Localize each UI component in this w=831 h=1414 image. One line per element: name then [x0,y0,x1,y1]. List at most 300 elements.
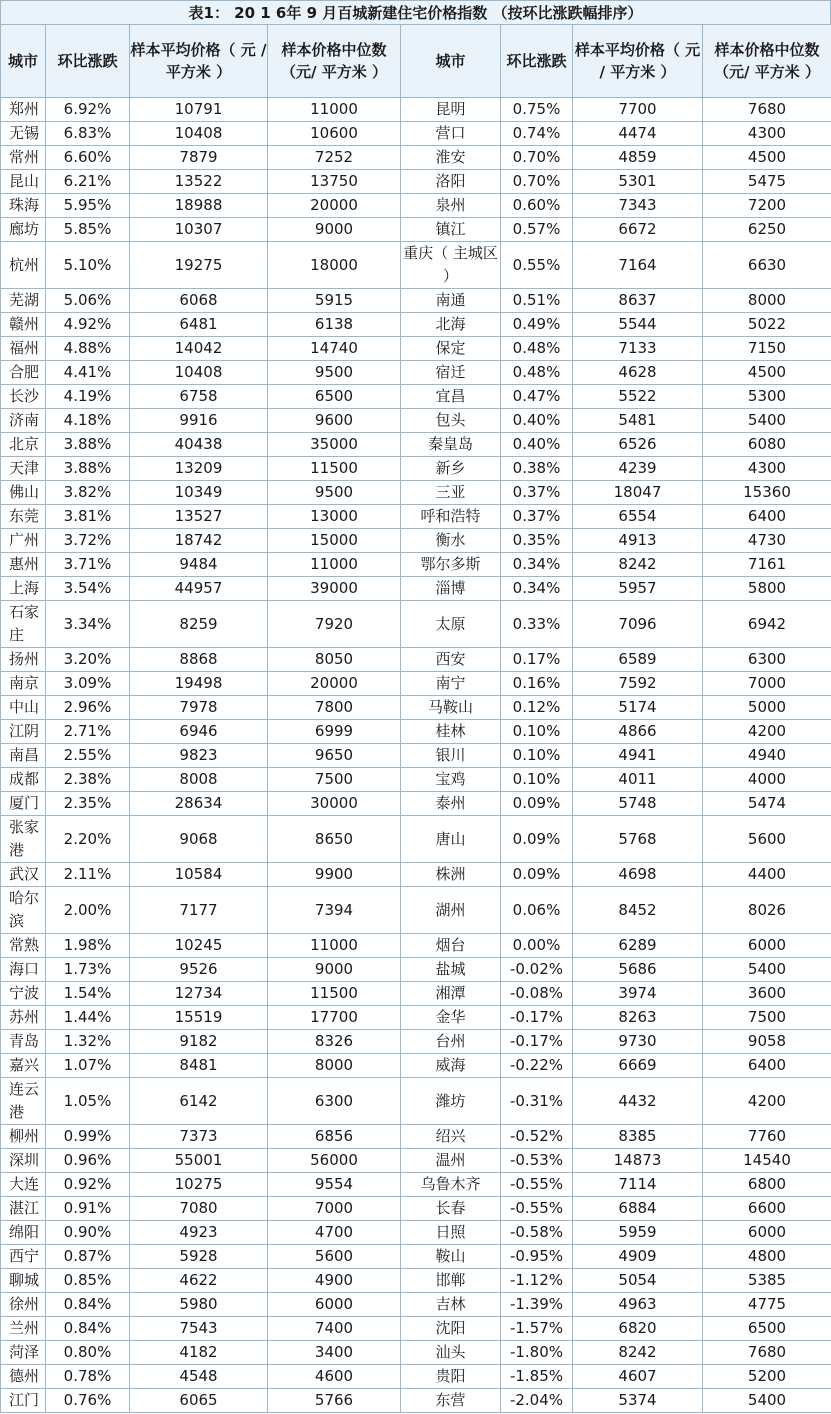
cell-median-price-left: 11500 [268,457,401,481]
cell-median-price-right: 7680 [703,98,831,122]
cell-mom-change-left: 0.99% [46,1125,130,1149]
cell-mom-change-left: 5.85% [46,218,130,242]
cell-city-right: 威海 [401,1054,501,1078]
cell-median-price-left: 35000 [268,433,401,457]
cell-city-left: 无锡 [1,122,46,146]
cell-city-right: 金华 [401,1006,501,1030]
cell-median-price-left: 6500 [268,385,401,409]
cell-avg-price-left: 4622 [130,1269,268,1293]
cell-mom-change-left: 3.88% [46,457,130,481]
cell-city-left: 江阴 [1,720,46,744]
cell-median-price-left: 6856 [268,1125,401,1149]
cell-median-price-right: 3600 [703,982,831,1006]
cell-median-price-right: 6400 [703,505,831,529]
cell-city-left: 厦门 [1,792,46,816]
cell-mom-change-left: 3.20% [46,648,130,672]
cell-median-price-right: 4000 [703,768,831,792]
cell-median-price-left: 13000 [268,505,401,529]
cell-median-price-right: 4300 [703,457,831,481]
cell-median-price-right: 5022 [703,313,831,337]
header-avg-price-left: 样本平均价格（ 元 / 平方米 ） [130,25,268,98]
cell-avg-price-left: 10245 [130,934,268,958]
cell-city-left: 青岛 [1,1030,46,1054]
cell-median-price-left: 5915 [268,289,401,313]
cell-median-price-left: 10600 [268,122,401,146]
cell-mom-change-right: -0.52% [501,1125,573,1149]
cell-mom-change-right: 0.40% [501,409,573,433]
cell-avg-price-left: 6068 [130,289,268,313]
cell-mom-change-right: -1.80% [501,1341,573,1365]
cell-city-right: 乌鲁木齐 [401,1173,501,1197]
cell-avg-price-left: 7080 [130,1197,268,1221]
cell-city-left: 深圳 [1,1149,46,1173]
cell-median-price-right: 4500 [703,146,831,170]
cell-city-left: 南京 [1,672,46,696]
cell-avg-price-right: 4474 [573,122,703,146]
cell-city-left: 合肥 [1,361,46,385]
cell-mom-change-right: 0.33% [501,601,573,648]
cell-city-left: 扬州 [1,648,46,672]
table-row [1,1125,831,1149]
cell-avg-price-right: 4963 [573,1293,703,1317]
cell-city-right: 潍坊 [401,1078,501,1125]
cell-city-left: 上海 [1,577,46,601]
cell-city-right: 马鞍山 [401,696,501,720]
cell-median-price-left: 6999 [268,720,401,744]
cell-mom-change-right: -0.17% [501,1030,573,1054]
cell-city-left: 湛江 [1,1197,46,1221]
cell-median-price-left: 5600 [268,1245,401,1269]
cell-mom-change-right: 0.06% [501,887,573,934]
cell-mom-change-right: 0.47% [501,385,573,409]
cell-city-right: 宜昌 [401,385,501,409]
cell-city-right: 湖州 [401,887,501,934]
cell-city-left: 佛山 [1,481,46,505]
cell-mom-change-left: 0.85% [46,1269,130,1293]
cell-mom-change-left: 3.71% [46,553,130,577]
cell-city-right: 泉州 [401,194,501,218]
cell-median-price-right: 6942 [703,601,831,648]
table-row [1,194,831,218]
cell-median-price-right: 8000 [703,289,831,313]
cell-city-left: 广州 [1,529,46,553]
cell-avg-price-right: 7114 [573,1173,703,1197]
cell-avg-price-right: 8385 [573,1125,703,1149]
table-row [1,433,831,457]
cell-city-right: 淮安 [401,146,501,170]
cell-median-price-right: 5475 [703,170,831,194]
cell-mom-change-left: 0.84% [46,1293,130,1317]
cell-city-right: 桂林 [401,720,501,744]
table-title: 表1： 20 1 6年 9 月百城新建住宅价格指数 （按环比涨跌幅排序） [0,0,831,24]
cell-avg-price-left: 55001 [130,1149,268,1173]
cell-city-left: 苏州 [1,1006,46,1030]
cell-city-right: 呼和浩特 [401,505,501,529]
cell-mom-change-left: 3.34% [46,601,130,648]
cell-median-price-left: 7000 [268,1197,401,1221]
cell-city-right: 长春 [401,1197,501,1221]
cell-median-price-left: 15000 [268,529,401,553]
cell-avg-price-right: 5959 [573,1221,703,1245]
cell-avg-price-left: 8259 [130,601,268,648]
cell-mom-change-left: 1.54% [46,982,130,1006]
cell-mom-change-left: 6.83% [46,122,130,146]
cell-avg-price-left: 7978 [130,696,268,720]
table-row [1,481,831,505]
cell-avg-price-left: 9526 [130,958,268,982]
cell-avg-price-left: 18988 [130,194,268,218]
cell-mom-change-left: 0.84% [46,1317,130,1341]
cell-mom-change-left: 6.60% [46,146,130,170]
cell-avg-price-right: 4698 [573,863,703,887]
cell-avg-price-left: 9182 [130,1030,268,1054]
cell-avg-price-right: 6589 [573,648,703,672]
cell-median-price-left: 17700 [268,1006,401,1030]
cell-city-left: 济南 [1,409,46,433]
cell-city-right: 保定 [401,337,501,361]
cell-mom-change-left: 2.35% [46,792,130,816]
cell-city-right: 镇江 [401,218,501,242]
cell-median-price-left: 14740 [268,337,401,361]
cell-city-left: 绵阳 [1,1221,46,1245]
cell-avg-price-right: 8242 [573,553,703,577]
cell-city-right: 盐城 [401,958,501,982]
cell-city-left: 宁波 [1,982,46,1006]
cell-avg-price-right: 5957 [573,577,703,601]
cell-city-left: 兰州 [1,1317,46,1341]
cell-city-right: 沈阳 [401,1317,501,1341]
cell-city-right: 营口 [401,122,501,146]
cell-median-price-right: 7500 [703,1006,831,1030]
cell-city-right: 重庆（ 主城区 ） [401,242,501,289]
cell-avg-price-right: 4941 [573,744,703,768]
cell-mom-change-left: 1.73% [46,958,130,982]
table-row [1,982,831,1006]
cell-city-left: 聊城 [1,1269,46,1293]
cell-city-left: 菏泽 [1,1341,46,1365]
cell-city-right: 邯郸 [401,1269,501,1293]
cell-avg-price-right: 6669 [573,1054,703,1078]
table-row [1,1269,831,1293]
header-mom-change-right: 环比涨跌 [501,25,573,98]
cell-avg-price-left: 9916 [130,409,268,433]
cell-city-right: 鞍山 [401,1245,501,1269]
cell-city-left: 芜湖 [1,289,46,313]
cell-median-price-right: 5600 [703,816,831,863]
cell-avg-price-left: 4548 [130,1365,268,1389]
cell-mom-change-left: 6.92% [46,98,130,122]
cell-city-left: 柳州 [1,1125,46,1149]
cell-avg-price-left: 6758 [130,385,268,409]
cell-mom-change-left: 0.92% [46,1173,130,1197]
cell-city-right: 台州 [401,1030,501,1054]
cell-mom-change-right: 0.10% [501,768,573,792]
cell-median-price-left: 18000 [268,242,401,289]
cell-mom-change-right: -0.08% [501,982,573,1006]
cell-mom-change-left: 2.96% [46,696,130,720]
cell-avg-price-right: 8263 [573,1006,703,1030]
cell-median-price-left: 7500 [268,768,401,792]
cell-mom-change-right: 0.70% [501,170,573,194]
cell-median-price-left: 6300 [268,1078,401,1125]
cell-median-price-right: 7150 [703,337,831,361]
cell-avg-price-left: 9484 [130,553,268,577]
cell-mom-change-left: 1.32% [46,1030,130,1054]
cell-mom-change-right: -1.85% [501,1365,573,1389]
cell-city-right: 泰州 [401,792,501,816]
cell-mom-change-left: 1.05% [46,1078,130,1125]
cell-median-price-right: 7760 [703,1125,831,1149]
cell-mom-change-left: 0.76% [46,1389,130,1413]
table-row [1,768,831,792]
cell-avg-price-left: 10408 [130,122,268,146]
cell-mom-change-left: 3.88% [46,433,130,457]
price-index-table [0,24,831,1413]
cell-median-price-left: 6000 [268,1293,401,1317]
cell-mom-change-right: 0.34% [501,577,573,601]
cell-avg-price-left: 40438 [130,433,268,457]
cell-mom-change-left: 4.18% [46,409,130,433]
cell-mom-change-right: -0.17% [501,1006,573,1030]
cell-mom-change-right: 0.09% [501,863,573,887]
cell-mom-change-left: 3.54% [46,577,130,601]
cell-median-price-left: 7394 [268,887,401,934]
cell-median-price-left: 5766 [268,1389,401,1413]
cell-mom-change-right: 0.55% [501,242,573,289]
cell-mom-change-left: 3.82% [46,481,130,505]
table-row [1,385,831,409]
cell-city-right: 宿迁 [401,361,501,385]
table-row [1,1341,831,1365]
cell-mom-change-right: -0.22% [501,1054,573,1078]
cell-avg-price-right: 7096 [573,601,703,648]
cell-avg-price-left: 9823 [130,744,268,768]
cell-avg-price-left: 8868 [130,648,268,672]
cell-mom-change-left: 6.21% [46,170,130,194]
cell-avg-price-right: 5522 [573,385,703,409]
cell-mom-change-left: 0.91% [46,1197,130,1221]
cell-avg-price-left: 5928 [130,1245,268,1269]
cell-avg-price-right: 4909 [573,1245,703,1269]
cell-median-price-right: 4300 [703,122,831,146]
cell-median-price-right: 4400 [703,863,831,887]
cell-city-left: 武汉 [1,863,46,887]
cell-median-price-left: 3400 [268,1341,401,1365]
cell-median-price-left: 4900 [268,1269,401,1293]
cell-avg-price-left: 12734 [130,982,268,1006]
cell-avg-price-left: 18742 [130,529,268,553]
cell-mom-change-right: -1.39% [501,1293,573,1317]
cell-avg-price-right: 7592 [573,672,703,696]
cell-mom-change-right: 0.48% [501,337,573,361]
cell-avg-price-right: 4628 [573,361,703,385]
cell-avg-price-right: 4866 [573,720,703,744]
cell-median-price-right: 4800 [703,1245,831,1269]
cell-avg-price-right: 5686 [573,958,703,982]
cell-median-price-right: 5800 [703,577,831,601]
cell-city-left: 赣州 [1,313,46,337]
cell-median-price-right: 6800 [703,1173,831,1197]
cell-avg-price-right: 4011 [573,768,703,792]
table-row [1,98,831,122]
cell-median-price-right: 6600 [703,1197,831,1221]
cell-median-price-right: 6400 [703,1054,831,1078]
cell-mom-change-left: 2.11% [46,863,130,887]
cell-avg-price-right: 5768 [573,816,703,863]
cell-city-right: 昆明 [401,98,501,122]
cell-avg-price-left: 6946 [130,720,268,744]
cell-avg-price-right: 6526 [573,433,703,457]
cell-avg-price-right: 5054 [573,1269,703,1293]
table-row [1,337,831,361]
cell-avg-price-left: 7177 [130,887,268,934]
cell-mom-change-left: 4.41% [46,361,130,385]
table-row [1,242,831,289]
cell-city-left: 福州 [1,337,46,361]
cell-city-right: 三亚 [401,481,501,505]
cell-median-price-left: 8650 [268,816,401,863]
cell-median-price-left: 9554 [268,1173,401,1197]
cell-city-left: 东莞 [1,505,46,529]
cell-city-right: 洛阳 [401,170,501,194]
table-row [1,672,831,696]
cell-city-right: 宝鸡 [401,768,501,792]
table-row [1,1173,831,1197]
cell-mom-change-left: 0.90% [46,1221,130,1245]
cell-avg-price-left: 10584 [130,863,268,887]
cell-city-left: 海口 [1,958,46,982]
cell-city-right: 衡水 [401,529,501,553]
table-row [1,313,831,337]
cell-median-price-left: 30000 [268,792,401,816]
cell-mom-change-right: -1.12% [501,1269,573,1293]
table-row [1,505,831,529]
cell-city-right: 汕头 [401,1341,501,1365]
cell-avg-price-right: 6554 [573,505,703,529]
cell-median-price-left: 4600 [268,1365,401,1389]
cell-city-left: 常熟 [1,934,46,958]
cell-avg-price-right: 6289 [573,934,703,958]
cell-mom-change-left: 2.20% [46,816,130,863]
cell-median-price-left: 13750 [268,170,401,194]
cell-median-price-right: 6300 [703,648,831,672]
cell-mom-change-right: 0.17% [501,648,573,672]
table-row [1,696,831,720]
cell-median-price-right: 5000 [703,696,831,720]
cell-city-left: 嘉兴 [1,1054,46,1078]
cell-mom-change-left: 3.09% [46,672,130,696]
cell-city-right: 烟台 [401,934,501,958]
cell-city-left: 珠海 [1,194,46,218]
cell-median-price-left: 4700 [268,1221,401,1245]
cell-mom-change-left: 2.00% [46,887,130,934]
cell-mom-change-left: 4.92% [46,313,130,337]
cell-city-left: 廊坊 [1,218,46,242]
table-row [1,457,831,481]
cell-avg-price-left: 13527 [130,505,268,529]
cell-avg-price-left: 13522 [130,170,268,194]
cell-avg-price-left: 13209 [130,457,268,481]
cell-mom-change-right: 0.10% [501,720,573,744]
cell-median-price-left: 11000 [268,553,401,577]
cell-avg-price-right: 6820 [573,1317,703,1341]
cell-avg-price-right: 4859 [573,146,703,170]
header-median-price-right: 样本价格中位数（元/ 平方米 ） [703,25,831,98]
cell-city-right: 秦皇岛 [401,433,501,457]
cell-city-right: 南宁 [401,672,501,696]
cell-avg-price-left: 10275 [130,1173,268,1197]
cell-avg-price-left: 4923 [130,1221,268,1245]
cell-avg-price-right: 8637 [573,289,703,313]
cell-city-right: 新乡 [401,457,501,481]
cell-avg-price-left: 9068 [130,816,268,863]
cell-mom-change-right: 0.57% [501,218,573,242]
cell-median-price-left: 7920 [268,601,401,648]
cell-median-price-right: 4940 [703,744,831,768]
cell-avg-price-left: 5980 [130,1293,268,1317]
cell-median-price-left: 56000 [268,1149,401,1173]
cell-median-price-right: 4200 [703,1078,831,1125]
cell-avg-price-right: 5748 [573,792,703,816]
cell-mom-change-right: 0.12% [501,696,573,720]
cell-avg-price-right: 8452 [573,887,703,934]
cell-city-right: 北海 [401,313,501,337]
cell-median-price-left: 9500 [268,361,401,385]
cell-median-price-right: 4200 [703,720,831,744]
header-city-left: 城市 [1,25,46,98]
cell-median-price-right: 7200 [703,194,831,218]
cell-avg-price-left: 7543 [130,1317,268,1341]
table-row [1,720,831,744]
cell-avg-price-left: 19275 [130,242,268,289]
cell-median-price-left: 20000 [268,672,401,696]
cell-city-right: 温州 [401,1149,501,1173]
table-row [1,1317,831,1341]
cell-mom-change-right: 0.37% [501,481,573,505]
cell-median-price-left: 7252 [268,146,401,170]
cell-avg-price-right: 7164 [573,242,703,289]
cell-city-left: 哈尔滨 [1,887,46,934]
cell-mom-change-left: 2.38% [46,768,130,792]
table-row [1,146,831,170]
cell-avg-price-right: 5374 [573,1389,703,1413]
cell-city-left: 江门 [1,1389,46,1413]
cell-median-price-right: 5400 [703,409,831,433]
table-row [1,122,831,146]
table-row [1,863,831,887]
cell-avg-price-left: 8008 [130,768,268,792]
cell-median-price-left: 8326 [268,1030,401,1054]
cell-mom-change-left: 5.95% [46,194,130,218]
cell-city-left: 天津 [1,457,46,481]
cell-city-left: 西宁 [1,1245,46,1269]
cell-median-price-left: 9650 [268,744,401,768]
cell-city-right: 株洲 [401,863,501,887]
cell-avg-price-right: 4432 [573,1078,703,1125]
cell-mom-change-left: 4.19% [46,385,130,409]
cell-city-left: 北京 [1,433,46,457]
cell-mom-change-right: 0.40% [501,433,573,457]
cell-city-right: 唐山 [401,816,501,863]
cell-avg-price-right: 7700 [573,98,703,122]
cell-avg-price-right: 8242 [573,1341,703,1365]
cell-mom-change-left: 0.96% [46,1149,130,1173]
cell-mom-change-right: 0.00% [501,934,573,958]
cell-mom-change-right: -0.55% [501,1197,573,1221]
cell-median-price-left: 9900 [268,863,401,887]
cell-median-price-left: 11500 [268,982,401,1006]
cell-mom-change-left: 4.88% [46,337,130,361]
